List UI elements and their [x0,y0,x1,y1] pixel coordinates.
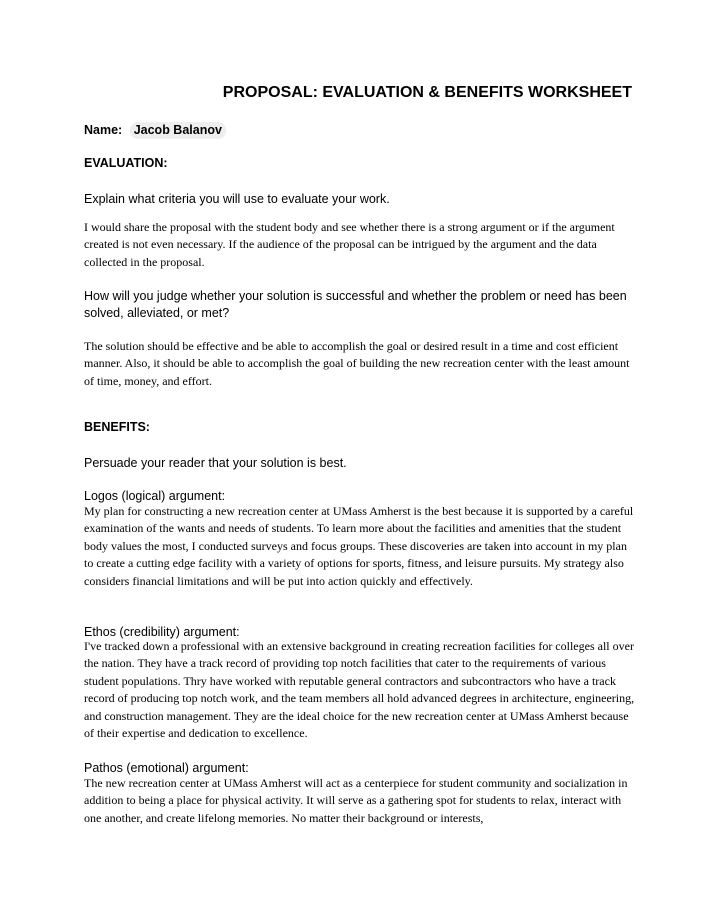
benefits-prompt: Persuade your reader that your solution is best. [84,456,347,470]
name-label: Name: [84,123,123,137]
logos-text: My plan for constructing a new recreation center at UMass Amherst is the best because it is supported by a careful examination of the wants and needs of students. To learn more about the facilities and amenities that the student body values the most, I conducted surveys and focus groups. These discoveries are taken into account in my plan to create a cutting edge facility with a variety of options for sports, fitness, and leisure pursuits. My strategy also considers financial limitations and will be put into action quickly and effectively. [84,504,634,588]
pathos-text: The new recreation center at UMass Amherst will act as a centerpiece for student community and socialization in addition to being a place for physical activity. It will serve as a gathering spot for students to relax, interact with one another, and create lifelong memories. No matter their background or interests, [84,776,628,825]
pathos-label: Pathos (emotional) argument: [84,761,249,775]
evaluation-prompt-success: How will you judge whether your solution is successful and whether the problem or need has been solved, alleviated, or met? [84,289,627,320]
evaluation-answer-success: The solution should be effective and be able to accomplish the goal or desired result in a time and cost efficient manner. Also, it should be able to accomplish the goal of building the new recreation center with the least amount of time, money, and effort. [84,339,630,388]
name-row [84,122,226,139]
name-value: Jacob Balanov [130,122,226,139]
evaluation-answer-criteria: I would share the proposal with the student body and see whether there is a strong argument or if the argument created is not even necessary. If the audience of the proposal can be intrigued by the argument and the data collected in the proposal. [84,220,615,269]
ethos-text: I've tracked down a professional with an extensive background in creating recreation facilities for colleges all over the nation. They have a track record of providing top notch facilities that cater to the requirements of various student populations. Thry have worked with reputable general contractors and subcontractors who have a track record of producing top notch work, and the team members all hold advanced degrees in architecture, engineering, and construction management. They are the ideal choice for the new recreation center at UMass Amherst because of their expertise and dedication to excellence. [84,639,635,741]
benefits-heading: BENEFITS: [84,420,150,434]
evaluation-prompt-criteria: Explain what criteria you will use to evaluate your work. [84,192,390,206]
ethos-label: Ethos (credibility) argument: [84,625,240,639]
worksheet-title: PROPOSAL: EVALUATION & BENEFITS WORKSHEET [222,84,632,101]
logos-label: Logos (logical) argument: [84,489,226,503]
evaluation-heading: EVALUATION: [84,156,168,170]
